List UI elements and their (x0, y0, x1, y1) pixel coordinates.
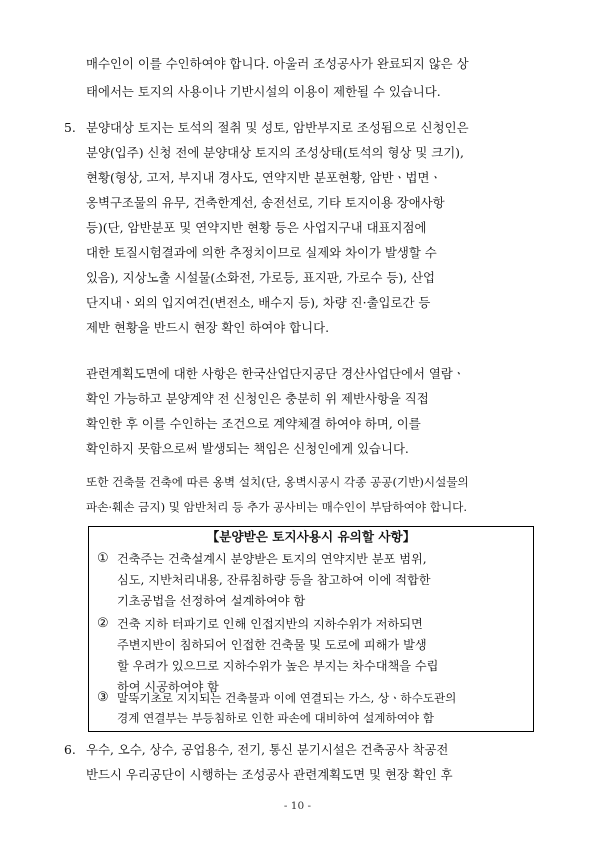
item-marker: ③ (97, 690, 109, 705)
notice-line: 건축주는 건축설계시 분양받은 토지의 연약지반 분포 범위, (117, 552, 427, 566)
body-text-line: 매수인이 이를 수인하여야 합니다. 아울러 조성공사가 완료되지 않은 상 (86, 56, 469, 71)
paragraph-line: 관련계획도면에 대한 사항은 한국산업단지공단 경산사업단에서 열람ㆍ (86, 366, 465, 381)
paragraph-line: 파손·훼손 금지) 및 암반처리 등 추가 공사비는 매수인이 부담하여야 합니다. (86, 500, 468, 514)
item6-line: 우수, 오수, 상수, 공업용수, 전기, 통신 분기시설은 건축공사 착공전 (86, 742, 449, 757)
paragraph-line: 또한 건축물 건축에 따른 옹벽 설치(단, 옹벽시공시 각종 공공(기반)시설물의 (86, 475, 469, 489)
paragraph-line: 확인 가능하고 분양계약 전 신청인은 충분히 위 제반사항을 직접 (86, 391, 429, 406)
notice-box-title: 【분양받은 토지사용시 유의할 사항】 (206, 529, 416, 544)
body-text-line: 태에서는 토지의 사용이나 기반시설의 이용이 제한될 수 있습니다. (86, 84, 441, 99)
page-number: - 10 - (283, 800, 312, 812)
item5-line: 분양대상 토지는 토석의 절취 및 성토, 암반부지로 조성됨으로 신청인은 (86, 120, 469, 135)
item-number: 6. (64, 742, 76, 757)
notice-line: 말뚝기초로 지지되는 건축물과 이에 연결되는 가스, 상ㆍ하수도관의 (117, 691, 457, 705)
item5-line: 등)(단, 암반분포 및 연약지반 현황 등은 사업지구내 대표지점에 (86, 220, 427, 235)
notice-line: 할 우려가 있으므로 지하수위가 높은 부지는 차수대책을 수립 (117, 659, 439, 673)
notice-line: 건축 지하 터파기로 인해 인접지반의 지하수위가 저하되면 (117, 617, 423, 631)
notice-line: 하여 시공하여야 함 (117, 680, 219, 694)
item6-line: 반드시 우리공단이 시행하는 조성공사 관련계획도면 및 현장 확인 후 (86, 767, 453, 782)
notice-line: 심도, 지반처리내용, 잔류침하량 등을 참고하여 이에 적합한 (117, 573, 431, 587)
item-marker: ② (97, 616, 109, 631)
item-number: 5. (64, 120, 76, 135)
item5-line: 대한 토질시험결과에 의한 추정치이므로 실제와 차이가 발생할 수 (86, 245, 437, 260)
item5-line: 있음), 지상노출 시설물(소화전, 가로등, 표지판, 가로수 등), 산업 (86, 270, 436, 285)
paragraph-line: 확인한 후 이를 수인하는 조건으로 계약체결 하여야 하며, 이를 (86, 416, 421, 431)
item5-line: 분양(입주) 신청 전에 분양대상 토지의 조성상태(토석의 형상 및 크기), (86, 145, 464, 160)
paragraph-line: 확인하지 못함으로써 발생되는 책임은 신청인에게 있습니다. (86, 441, 409, 456)
item5-line: 현황(형상, 고저, 부지내 경사도, 연약지반 분포현황, 암반ㆍ법면ㆍ (86, 170, 442, 185)
notice-line: 주변지반이 침하되어 인접한 건축물 및 도로에 피해가 발생 (117, 638, 427, 652)
item5-line: 제반 현황을 반드시 현장 확인 하여야 합니다. (86, 320, 330, 335)
notice-line: 경계 연결부는 부등침하로 인한 파손에 대비하여 설계하여야 함 (117, 711, 434, 725)
item5-line: 단지내ㆍ외의 입지여건(변전소, 배수지 등), 차량 진·출입로간 등 (86, 295, 431, 310)
notice-box (88, 526, 534, 732)
notice-line: 기초공법을 선정하여 설계하여야 함 (117, 594, 306, 608)
item5-line: 옹벽구조물의 유무, 건축한계선, 송전선로, 기타 토지이용 장애사항 (86, 195, 445, 210)
item-marker: ① (97, 551, 109, 566)
